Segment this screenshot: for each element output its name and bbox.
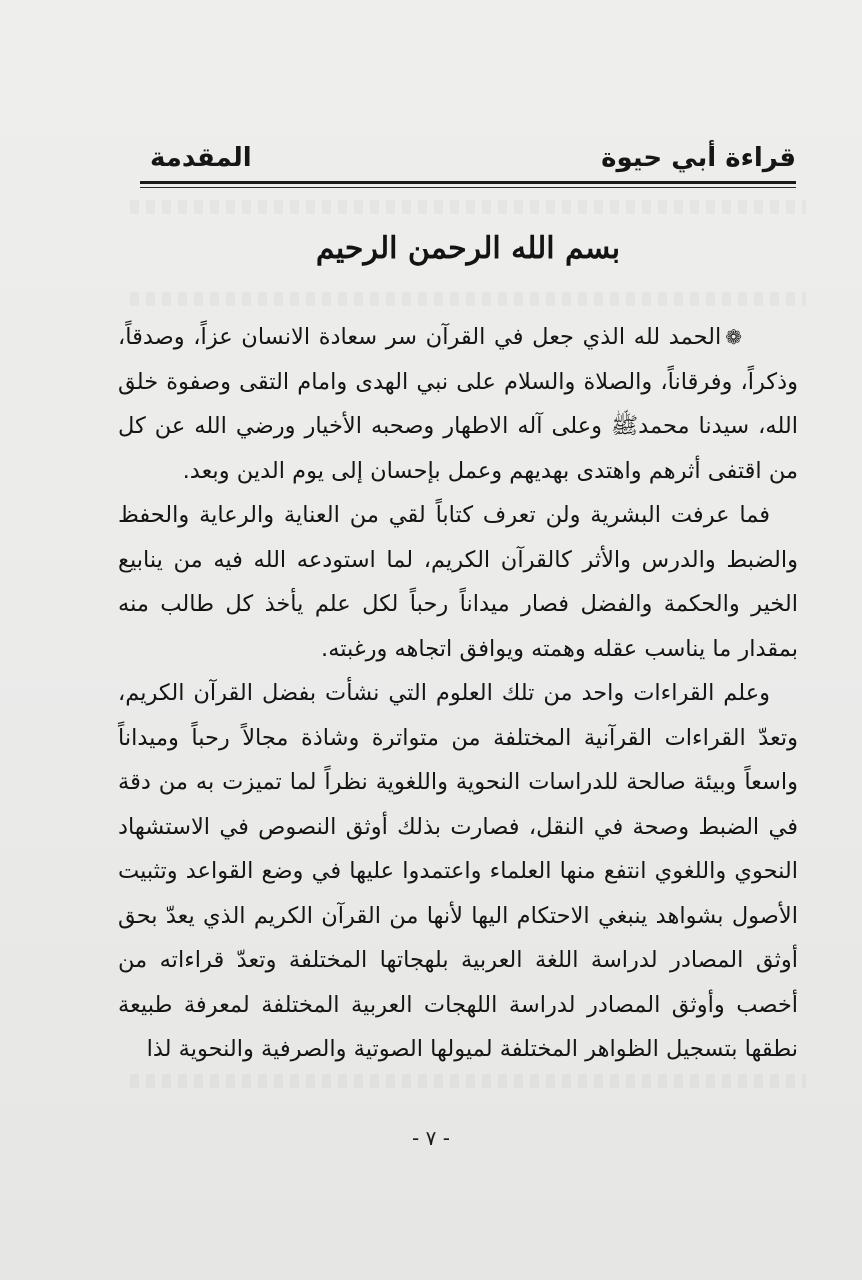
header-rule <box>140 181 796 184</box>
ornament-icon: ❁ <box>725 325 742 349</box>
header-rule-thin <box>140 187 796 188</box>
paragraph-3: وعلم القراءات واحد من تلك العلوم التي نشأت بفضل القرآن الكريم، وتعدّ القراءات القرآنية المختلفة من متواترة وشاذة مجالاً رحباً وميداناً واسعاً وبيئة صالحة للدراسات النحوية واللغوية نظراً لما تميزت به من دقة في الضبط وصحة في النقل، فصارت بذلك أوثق النصوص في الاستشهاد النحوي واللغوي انتفع منها العلماء واعتمدوا عليها في وضع القواعد وتثبيت الأصول بشواهد ينبغي الاحتكام اليها لأنها من القرآن الكريم الذي يعدّ بحق أوثق المصادر لدراسة اللغة العربية بلهجاتها المختلفة وتعدّ قراءاته من أخصب وأوثق المصادر لدراسة اللهجات العربية المختلفة لمعرفة طبيعة نطقها بتسجيل الظواهر المختلفة لميولها الصوتية والصرفية والنحوية لذا <box>118 680 798 1062</box>
basmala-heading: بسم الله الرحمن الرحيم <box>315 231 621 266</box>
chapter-title: المقدمة <box>150 143 252 173</box>
paragraph-1: ❁الحمد لله الذي جعل في القرآن سر سعادة الانسان عزاً، وصدقاً، وذكراً، وفرقاناً، والصلاة والسلام على نبي الهدى وامام التقى وصفوة خلق الله، سيدنا محمدﷺ وعلى آله الاطهار وصحبه الأخيار ورضي الله عن كل من اقتفى أثرهم واهتدى بهديهم وعمل بإحسان إلى يوم الدين وبعد. <box>118 315 798 493</box>
running-title: قراءة أبي حيوة <box>601 143 796 173</box>
body-text <box>118 315 798 1072</box>
page-number: - ٧ - <box>412 1126 450 1150</box>
bleed-through-line <box>130 1074 806 1088</box>
page-header <box>140 138 796 178</box>
bleed-through-line <box>130 200 806 214</box>
bleed-through-line <box>130 292 806 306</box>
paragraph-2: فما عرفت البشرية ولن تعرف كتاباً لقي من العناية والرعاية والحفظ والضبط والدرس والأثر كالقرآن الكريم، لما استودعه الله فيه من ينابيع الخير والحكمة والفضل فصار ميداناً رحباً لكل علم يأخذ كل طالب منه بمقدار ما يناسب عقله وهمته ويوافق اتجاهه ورغبته. <box>118 502 798 662</box>
